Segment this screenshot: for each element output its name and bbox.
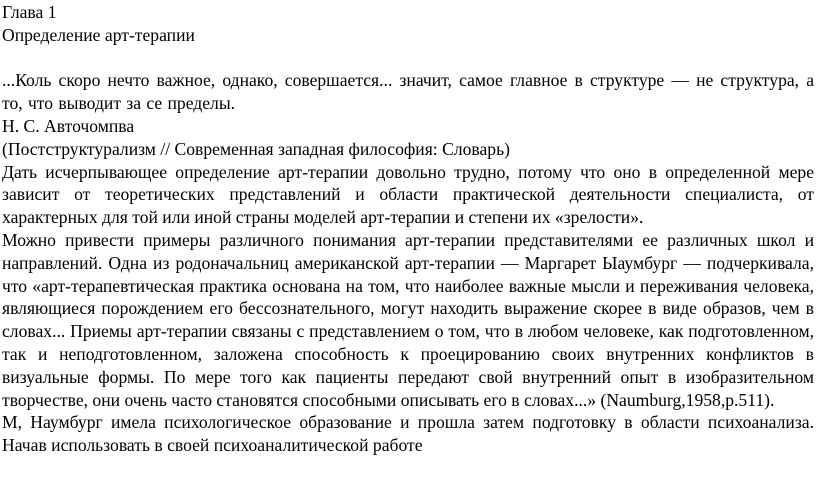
body-paragraph-2: Можно привести примеры различного понимания арт-терапии представителями ее различных школ и направлений. Одна из родоначальниц американской арт-терапии — Маргарет Ыаумбург — подчеркивала, что «арт-терапевтическая практика основана на том, что наиболее важные мысли и переживания человека, являющиеся порождением его бессознательного, могут находить выражение скорее в виде образов, чем в словах... Приемы арт-терапии связаны с представлением о том, что в любом человеке, как подготовленном, так и неподготовленном, заложена способность к проецированию своих внутренних конфликтов в визуальные формы. По мере того как пациенты передают свой внутренний опыт в изобразительном творчестве, они очень часто становятся способными описывать его в словах...» (Naumburg,1958,p.511).	[2, 229, 814, 410]
epigraph-quote: ...Коль скоро нечто важное, однако, совершается... значит, самое главное в структуре — не структура, а то, что выводит за се пределы.	[2, 70, 814, 114]
epigraph-author: Н. С. Авточомпва	[2, 115, 135, 136]
section-title: Определение арт-терапии	[2, 24, 195, 45]
blank-line	[2, 47, 814, 70]
chapter-heading: Глава 1	[2, 2, 57, 22]
body-paragraph-1: Дать исчерпывающее определение арт-терапии довольно трудно, потому что оно в определенной мере зависит от теоретических представлений и области практической деятельности специалиста, от характерных для той или иной страны моделей арт-терапии и степени их «зрелости».	[2, 161, 814, 228]
epigraph-source: (Постструктурализм // Современная западная философия: Словарь)	[2, 138, 510, 159]
body-paragraph-3: М, Наумбург имела психологическое образование и прошла затем подготовку в области психоанализа. Начав использовать в своей психоаналитической работе	[2, 412, 814, 456]
